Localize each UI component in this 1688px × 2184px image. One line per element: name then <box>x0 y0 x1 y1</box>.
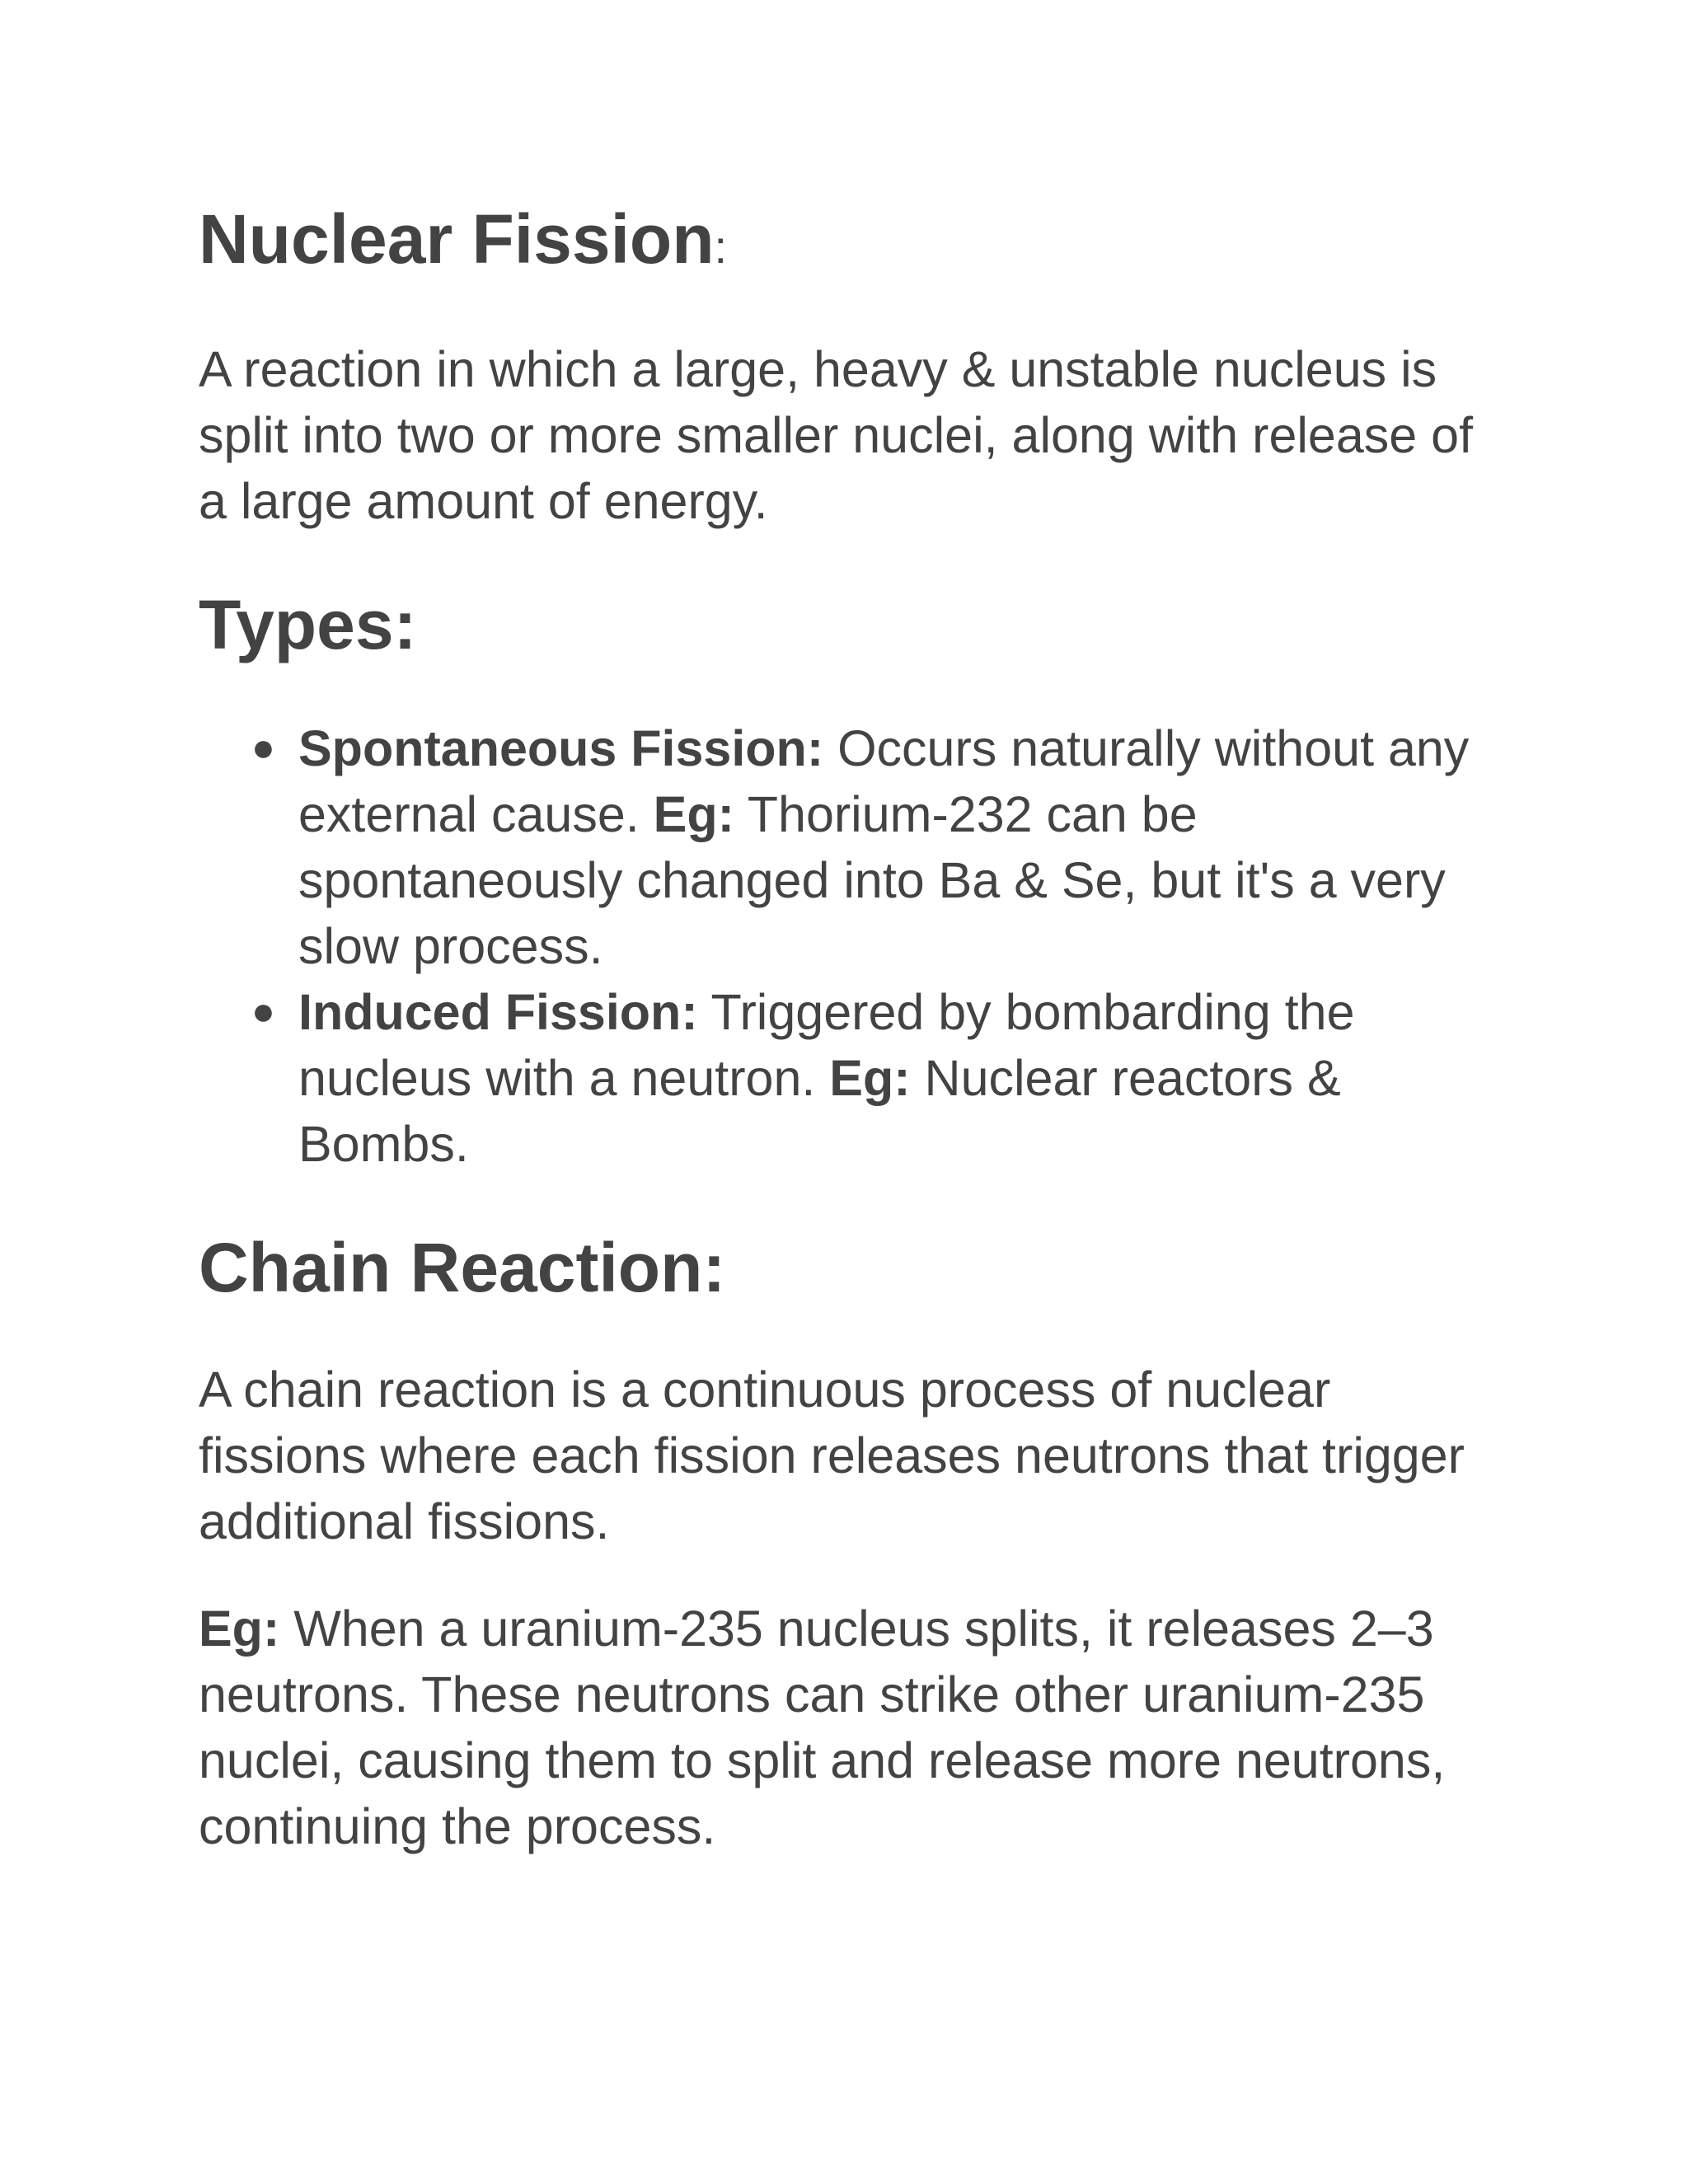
bullet-icon: ● <box>251 990 275 1033</box>
example-text: Thorium-232 can be spontaneously changed into Ba & Se, but it's a very slow process. <box>298 786 1446 974</box>
chain-reaction-example <box>199 1596 1484 1859</box>
example-text: Nuclear reactors & Bombs. <box>298 1050 1341 1172</box>
fission-definition: A reaction in which a large, heavy & unstable nucleus is split into two or more smaller nuclei, along with release of a large amount of energy. <box>199 341 1474 529</box>
type-description: Occurs naturally without any external cause. <box>298 720 1470 842</box>
page-title-text: Nuclear Fission <box>199 200 715 278</box>
type-name: Spontaneous Fission: <box>298 720 824 776</box>
list-item-induced-fission <box>199 979 1484 1177</box>
types-heading: Types: <box>199 586 417 663</box>
example-label: Eg: <box>199 1601 280 1657</box>
page-title-colon: : <box>714 221 728 273</box>
bullet-icon: ● <box>251 726 275 770</box>
document-page <box>199 198 1484 1859</box>
types-list <box>199 715 1484 1177</box>
page-title <box>199 198 1484 288</box>
type-description: Triggered by bombarding the nucleus with a neutron. <box>298 984 1355 1106</box>
example-label: Eg: <box>829 1050 911 1106</box>
example-label: Eg: <box>653 786 734 842</box>
chain-reaction-heading: Chain Reaction: <box>199 1229 726 1306</box>
example-text: When a uranium-235 nucleus splits, it releases 2–3 neutrons. These neutrons can strike other uranium-235 nuclei, causing them to split and release more neutrons, continuing the process. <box>199 1601 1446 1854</box>
type-name: Induced Fission: <box>298 984 698 1040</box>
list-item-spontaneous-fission <box>199 715 1484 979</box>
chain-reaction-definition: A chain reaction is a continuous process of nuclear fissions where each fission releases neutrons that trigger additional fissions. <box>199 1361 1465 1549</box>
